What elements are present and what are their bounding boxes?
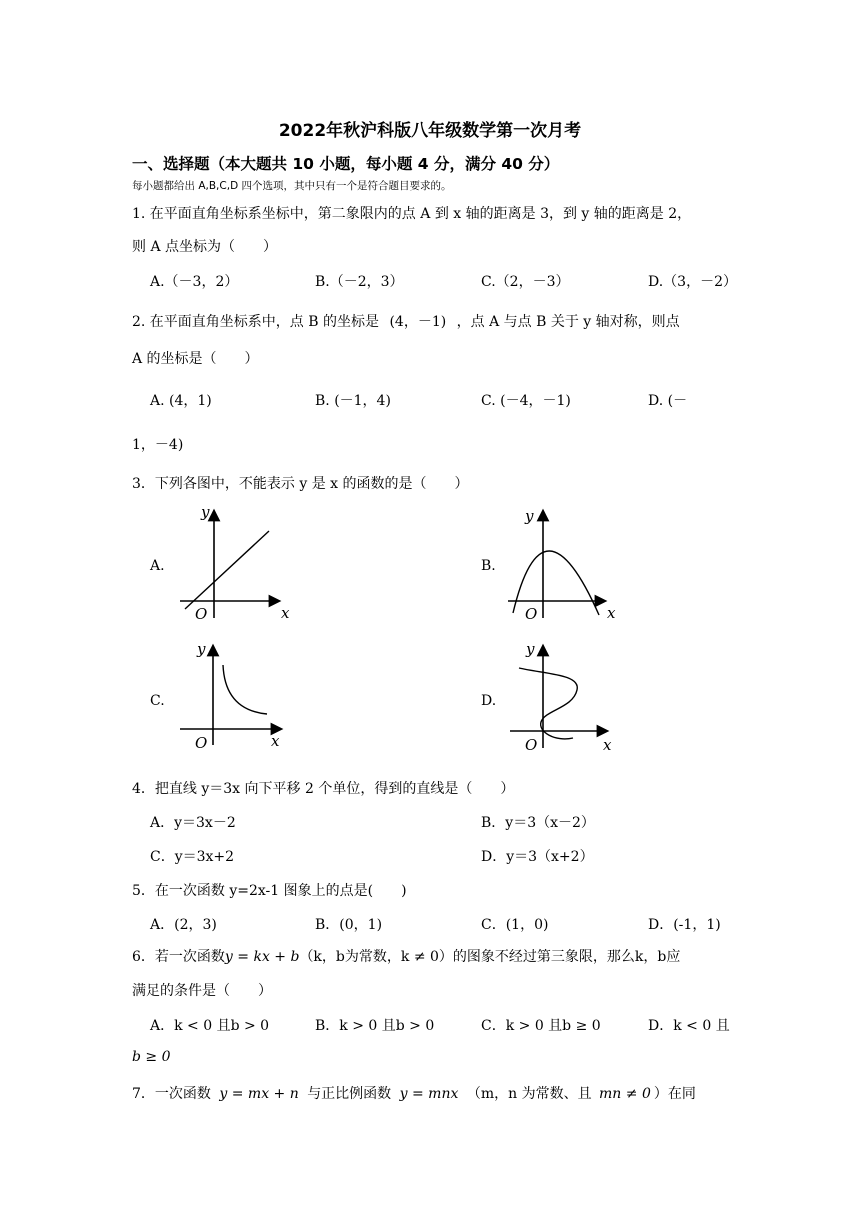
q1-option-d: D.（3，－2） [648, 274, 737, 290]
graph-c-origin: O [195, 734, 208, 752]
graph-a-x-label: x [281, 604, 290, 622]
q2-point-b: (4，－1) [389, 314, 447, 330]
q7-condition: mn ≠ 0 [599, 1086, 651, 1102]
q6-stem-line2: 满足的条件是（ ） [132, 983, 272, 999]
q7-stem-part4: ）在同 [653, 1086, 696, 1102]
graph-d-curve [519, 668, 577, 739]
q3-graph-b [505, 503, 625, 623]
q4-stem: 4．把直线 y＝3x 向下平移 2 个单位，得到的直线是（ ） [132, 781, 515, 797]
q5-stem: 5．在一次函数 y=2x-1 图象上的点是( ) [132, 883, 407, 899]
q5-option-b: B．(0，1) [315, 917, 383, 933]
q5-option-a: A．(2，3) [150, 917, 217, 933]
q4-option-a: A．y＝3x－2 [150, 815, 236, 831]
section-note: 每小题都给出 A,B,C,D 四个选项，其中只有一个是符合题目要求的。 [132, 180, 452, 192]
q2-option-d-wrap: 1，－4) [132, 437, 184, 453]
q7-stem-part3: （m，n 为常数、且 [466, 1086, 592, 1102]
q2-stem-line1 [132, 311, 680, 331]
q3-graph-a [175, 503, 300, 623]
q3-graph-c-label: C. [150, 693, 165, 709]
q6-stem-part1: 6．若一次函数 [132, 949, 225, 965]
q2-stem-part2: ，点 A 与点 B 关于 y 轴对称，则点 [456, 314, 680, 330]
q3-stem: 3．下列各图中，不能表示 y 是 x 的函数的是（ ） [132, 476, 469, 492]
graph-c-curve [223, 665, 267, 714]
q3-graph-c [175, 640, 295, 755]
graph-b-origin: O [525, 605, 538, 623]
q2-option-b: B. (－1，4) [315, 393, 391, 409]
graph-a-y-label: y [201, 503, 210, 521]
q2-option-a: A. (4，1) [150, 393, 212, 409]
q6-option-b: B．k > 0 且b > 0 [315, 1018, 435, 1034]
q7-stem-line1 [132, 1083, 696, 1103]
q3-graph-d-label: D. [481, 693, 497, 709]
q1-stem-line2: 则 A 点坐标为（ ） [132, 239, 278, 255]
graph-b-y-label: y [525, 507, 534, 525]
q6-option-d-wrap: b ≥ 0 [132, 1049, 171, 1065]
graph-d-x-label: x [603, 736, 612, 754]
q5-option-d: D．(-1，1) [648, 917, 721, 933]
page-title: 2022年秋沪科版八年级数学第一次月考 [278, 121, 582, 141]
q6-option-a: A．k < 0 且b > 0 [150, 1018, 270, 1034]
q6-equation: y = kx + b [224, 949, 300, 965]
q3-graph-d [505, 638, 625, 756]
q2-option-c: C. (－4，－1) [481, 393, 571, 409]
q1-option-b: B.（－2，3） [315, 274, 404, 290]
q1-stem-line1: 1. 在平面直角坐标系坐标中，第二象限内的点 A 到 x 轴的距离是 3，到 y 轴的距离是 2， [132, 206, 692, 222]
q6-stem-line1 [132, 946, 680, 966]
q1-option-c: C.（2，－3） [481, 274, 570, 290]
section-heading: 一、选择题（本大题共 10 小题，每小题 4 分，满分 40 分） [132, 155, 560, 173]
q6-option-d: D．k < 0 且 [648, 1018, 730, 1034]
q2-stem-line2: A 的坐标是（ ） [132, 351, 259, 367]
q7-equation-1: y = mx + n [219, 1086, 299, 1102]
q6-stem-part2: （k，b为常数，k ≠ 0）的图象不经过第三象限，那么k，b应 [299, 949, 681, 965]
q2-stem-part1: 2. 在平面直角坐标系中，点 B 的坐标是 [132, 314, 379, 330]
q7-stem-part2: 与正比例函数 [307, 1086, 392, 1102]
graph-c-y-label: y [197, 640, 206, 658]
q1-option-a: A.（－3，2） [150, 274, 239, 290]
q7-equation-2: y = mnx [399, 1086, 459, 1102]
graph-d-y-label: y [526, 640, 535, 658]
q7-stem-part1: 7．一次函数 [132, 1086, 211, 1102]
q4-option-b: B．y＝3（x－2） [481, 815, 595, 831]
graph-c-x-label: x [271, 732, 280, 750]
graph-b-x-label: x [607, 604, 616, 622]
q3-graph-b-label: B. [481, 558, 496, 574]
graph-a-origin: O [195, 605, 208, 623]
q4-option-d: D．y＝3（x+2） [481, 849, 594, 865]
q2-option-d: D. (－ [648, 393, 688, 409]
q5-option-c: C．(1，0) [481, 917, 549, 933]
q4-option-c: C．y＝3x+2 [150, 849, 235, 865]
q6-option-c: C．k > 0 且b ≥ 0 [481, 1018, 601, 1034]
graph-d-origin: O [525, 736, 538, 754]
q3-graph-a-label: A. [150, 558, 165, 574]
graph-a-line [185, 531, 269, 609]
